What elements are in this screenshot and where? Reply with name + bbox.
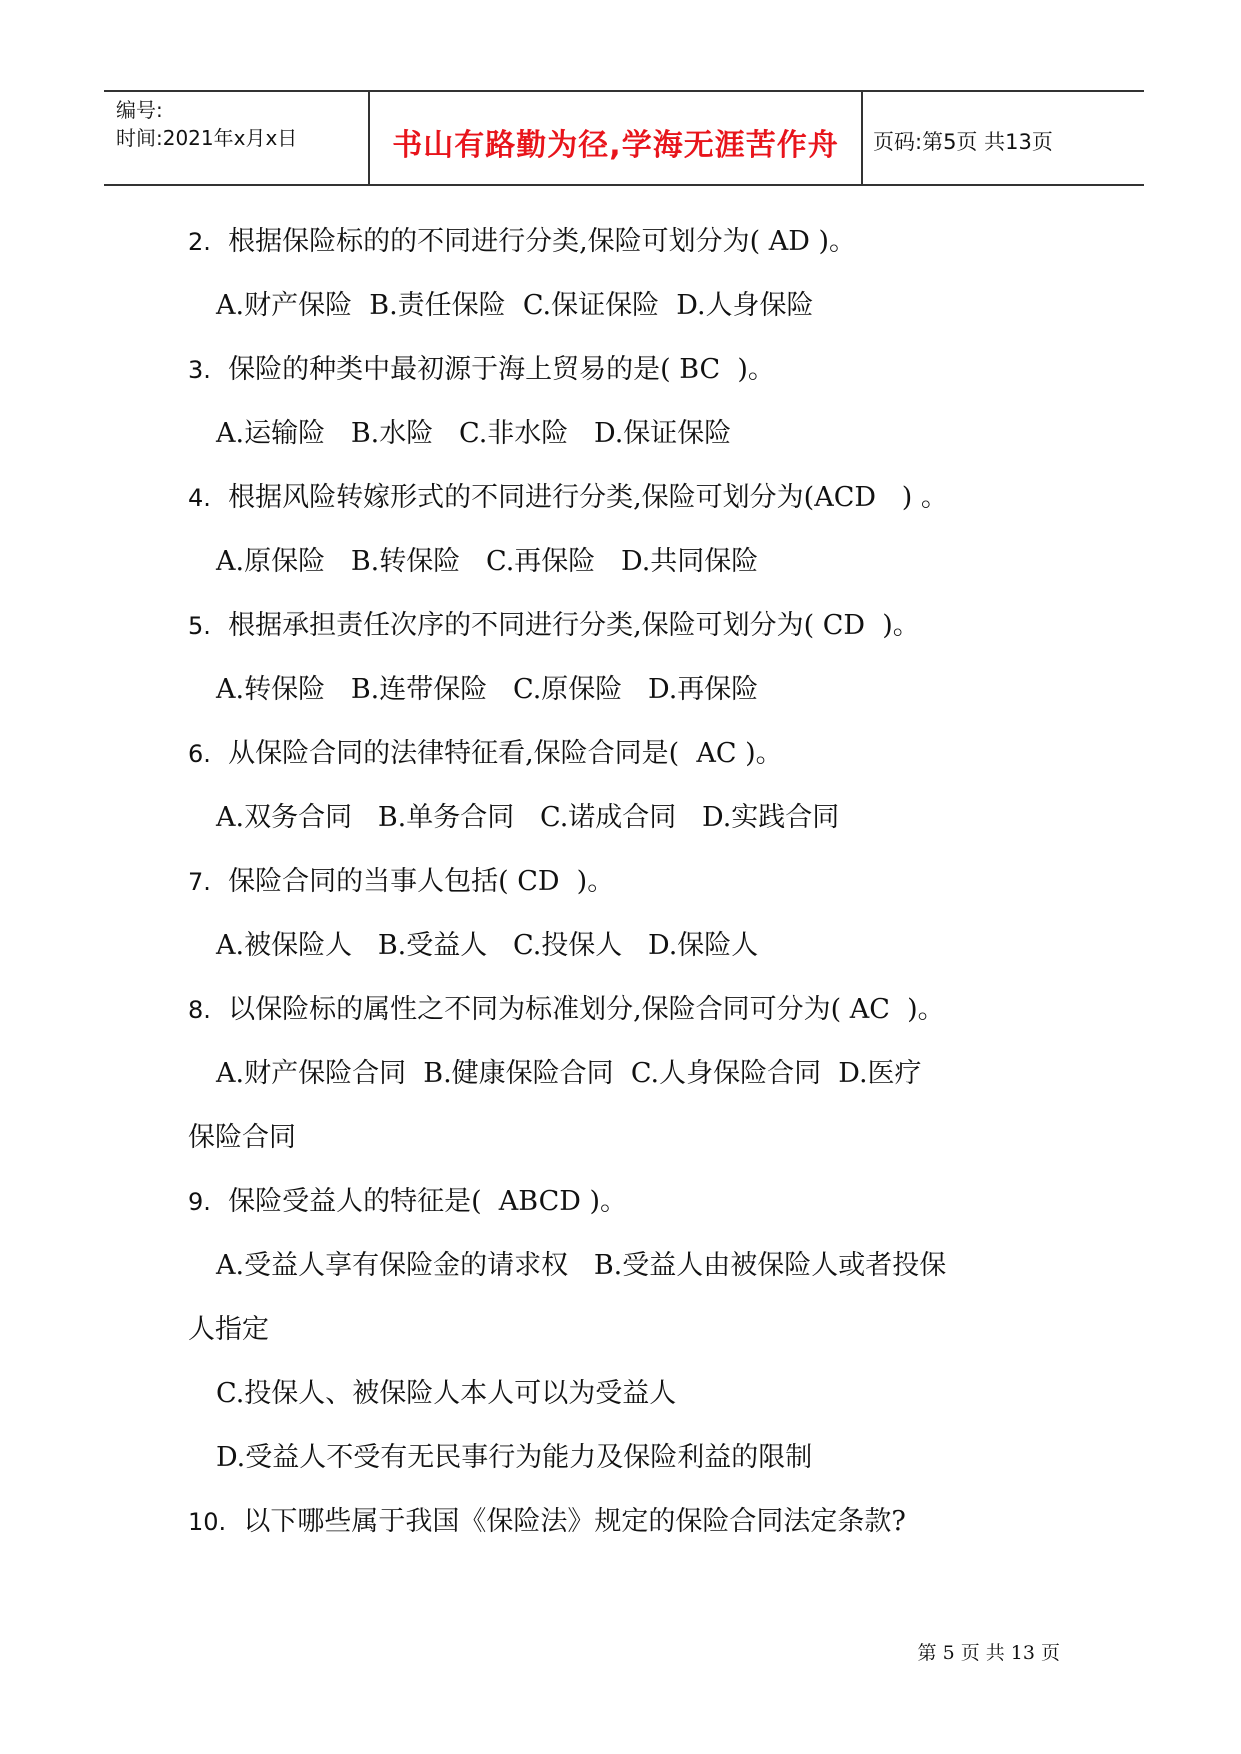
question-text: 保险受益人的特征是( ABCD )。 [228, 1186, 628, 1217]
question-number: 9. [188, 1188, 211, 1216]
question-number: 8. [188, 996, 211, 1024]
question-6 [188, 736, 783, 772]
question-9-options-continuation: 人指定 [188, 1314, 269, 1345]
question-8 [188, 992, 945, 1028]
question-text: 保险的种类中最初源于海上贸易的是( BC )。 [228, 354, 775, 385]
page-footer: 第 5 页 共 13 页 [917, 1642, 1060, 1664]
question-number: 10. [188, 1508, 227, 1536]
question-7-options: A.被保险人 B.受益人 C.投保人 D.保险人 [216, 930, 759, 961]
time-label: 时间:2021年x月x日 [116, 126, 298, 150]
page-header [104, 90, 1144, 186]
question-number: 3. [188, 356, 211, 384]
question-number: 5. [188, 612, 211, 640]
question-3-options: A.运输险 B.水险 C.非水险 D.保证保险 [216, 418, 732, 449]
question-text: 以保险标的属性之不同为标准划分,保险合同可分为( AC )。 [228, 994, 945, 1025]
question-text: 保险合同的当事人包括( CD )。 [228, 866, 615, 897]
doc-number-label: 编号: [116, 98, 163, 122]
question-number: 2. [188, 228, 211, 256]
motto: 书山有路勤为径,学海无涯苦作舟 [392, 128, 839, 163]
question-text: 根据保险标的的不同进行分类,保险可划分为( AD )。 [228, 226, 857, 257]
question-5 [188, 608, 920, 644]
question-number: 7. [188, 868, 211, 896]
question-3 [188, 352, 775, 388]
question-8-options-continuation: 保险合同 [188, 1122, 296, 1153]
question-text: 根据风险转嫁形式的不同进行分类,保险可划分为(ACD ) 。 [228, 482, 948, 513]
question-4-options: A.原保险 B.转保险 C.再保险 D.共同保险 [216, 546, 759, 577]
question-9-option-c: C.投保人、被保险人本人可以为受益人 [216, 1378, 677, 1409]
question-number: 6. [188, 740, 211, 768]
question-text: 根据承担责任次序的不同进行分类,保险可划分为( CD )。 [228, 610, 920, 641]
question-8-options: A.财产保险合同 B.健康保险合同 C.人身保险合同 D.医疗 [216, 1058, 922, 1089]
question-2-options: A.财产保险 B.责任保险 C.保证保险 D.人身保险 [216, 290, 814, 321]
question-6-options: A.双务合同 B.单务合同 C.诺成合同 D.实践合同 [216, 802, 840, 833]
question-number: 4. [188, 484, 211, 512]
header-motto-cell [368, 92, 863, 184]
question-9 [188, 1184, 627, 1220]
question-10 [188, 1504, 906, 1540]
question-7 [188, 864, 614, 900]
question-9-option-d: D.受益人不受有无民事行为能力及保险利益的限制 [216, 1442, 813, 1473]
page-label: 页码:第5页 共13页 [873, 130, 1053, 154]
header-meta [104, 92, 368, 184]
question-9-options: A.受益人享有保险金的请求权 B.受益人由被保险人或者投保 [216, 1250, 947, 1281]
question-text: 以下哪些属于我国《保险法》规定的保险合同法定条款? [243, 1506, 906, 1537]
question-5-options: A.转保险 B.连带保险 C.原保险 D.再保险 [216, 674, 759, 705]
header-page-cell [861, 92, 1144, 184]
question-2 [188, 224, 856, 260]
question-4 [188, 480, 948, 516]
question-text: 从保险合同的法律特征看,保险合同是( AC )。 [228, 738, 783, 769]
